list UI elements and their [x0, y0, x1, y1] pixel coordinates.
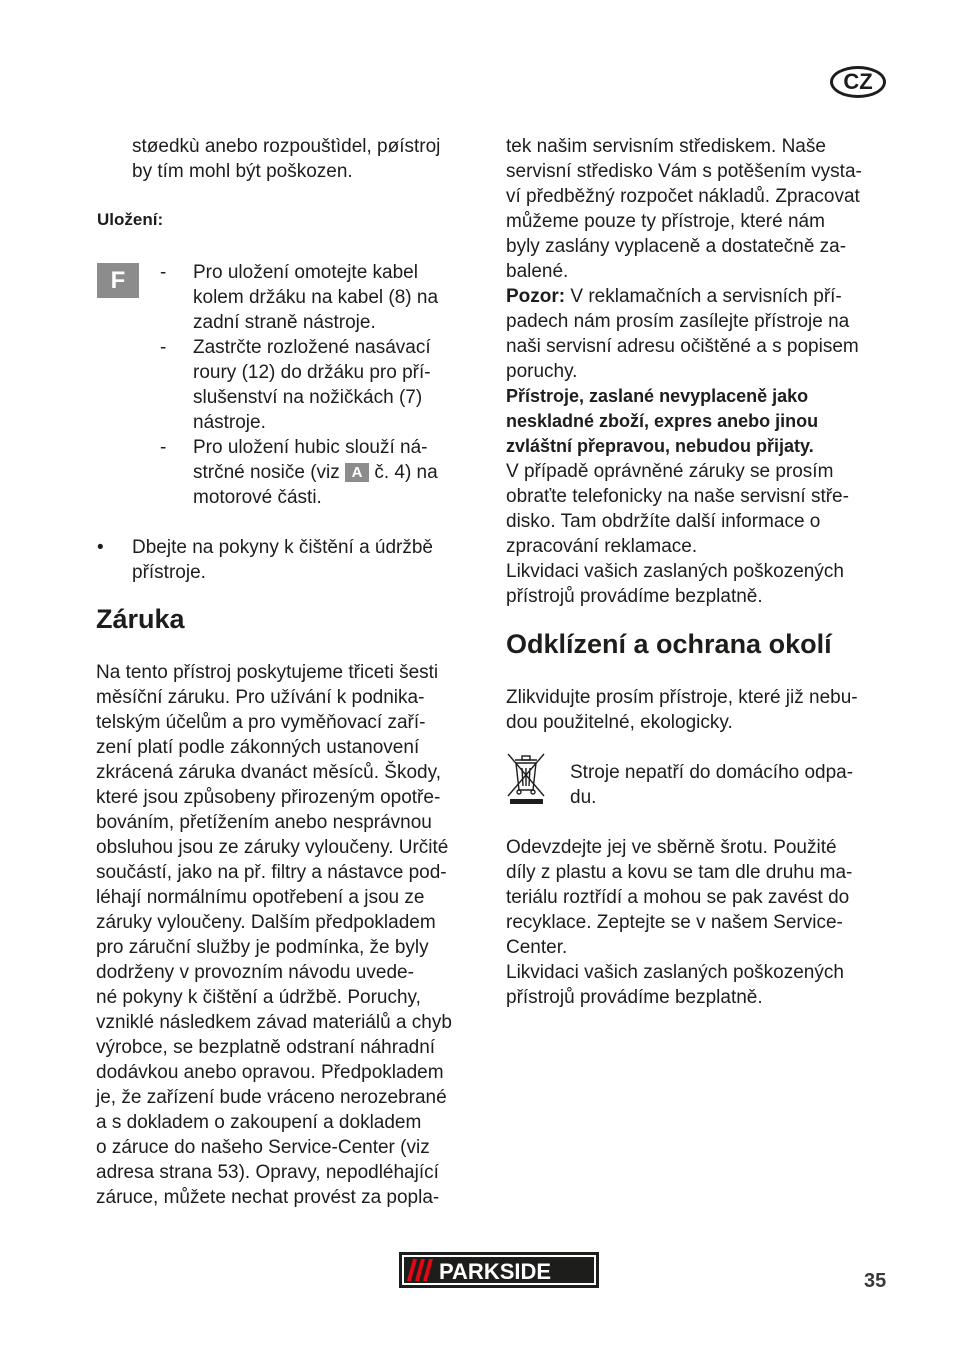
storage-item-line: roury (12) do držáku pro pří-: [193, 362, 431, 383]
disposal-line: teriálu roztřídí a mohou se pak zavést do: [506, 887, 850, 908]
disposal-intro: [506, 685, 894, 735]
service-line: V případě oprávněné záruky se prosím: [506, 461, 834, 482]
service-line: Likvidaci vašich zaslaných poškozených: [506, 561, 844, 582]
service-line: obraťte telefonicky na naše servisní stře-: [506, 486, 849, 507]
attention-line: [506, 284, 894, 309]
warranty-line: záruky vyloučeny. Dalším předpokladem: [96, 912, 436, 933]
warranty-line: né pokyny k čištění a údržbě. Poruchy,: [96, 987, 421, 1008]
storage-item-line: Pro uložení hubic slouží ná-: [193, 437, 428, 458]
disposal-line: Center.: [506, 937, 568, 958]
storage-item-3: [193, 435, 473, 510]
notice-line: zvláštní přepravou, nebudou přijaty.: [506, 436, 814, 456]
storage-item-line: motorové části.: [193, 487, 322, 508]
storage-item-line: [193, 460, 473, 485]
service-text: [506, 134, 894, 609]
storage-heading: Uložení:: [97, 210, 164, 229]
warranty-line: telským účelům a pro vyměňovací zaří-: [96, 712, 426, 733]
warranty-title: Záruka: [96, 604, 185, 634]
storage-item-2: [193, 335, 473, 435]
text-span: V reklamačních a servisních pří-: [565, 286, 842, 307]
figure-reference-badge: A: [345, 463, 369, 482]
disposal-line: recyklace. Zeptejte se v našem Service-: [506, 912, 843, 933]
warranty-line: dodávkou anebo opravou. Předpokladem: [96, 1062, 444, 1083]
attention-label: Pozor:: [506, 286, 566, 307]
crossed-out-bin-icon: [505, 752, 547, 806]
storage-item-line: zadní straně nástroje.: [193, 312, 376, 333]
bullet-line: Dbejte na pokyny k čištění a údržbě: [132, 537, 434, 558]
notice-line: neskladné zboží, expres anebo jinou: [506, 411, 819, 431]
dash-marker: -: [160, 337, 167, 358]
storage-item-line: Zastrčte rozložené nasávací: [193, 337, 431, 358]
service-line: můžeme pouze ty přístroje, které nám: [506, 211, 825, 232]
weee-line: Stroje nepatří do domácího odpa-: [570, 762, 854, 783]
warranty-line: dodrženy v provozním návodu uvede-: [96, 962, 414, 983]
bullet-text: [132, 535, 482, 585]
service-line: ví předběžný rozpočet nákladů. Zpracovat: [506, 186, 860, 207]
dash-marker: -: [160, 262, 167, 283]
warranty-line: měsíční záruku. Pro užívání k podnika-: [96, 687, 425, 708]
weee-text: [570, 760, 890, 810]
disposal-line: Likvidaci vašich zaslaných poškozených: [506, 962, 844, 983]
warranty-line: zení platí podle zákonných ustanovení: [96, 737, 420, 758]
warranty-line: zkrácená záruka dvanáct měsíců. Škody,: [96, 762, 441, 783]
disposal-line: Zlikvidujte prosím přístroje, které již nebu-: [506, 687, 858, 708]
bullet-marker: •: [97, 537, 104, 558]
warranty-line: výrobce, se bezplatně odstraní náhradní: [96, 1037, 436, 1058]
language-badge: CZ: [830, 66, 886, 98]
service-line: servisní středisko Vám s potěšením vysta-: [506, 161, 862, 182]
service-line: byly zaslány vyplaceně a dostatečně za-: [506, 236, 847, 257]
warranty-line: o záruce do našeho Service-Center (viz: [96, 1137, 430, 1158]
storage-item-line: Pro uložení omotejte kabel: [193, 262, 418, 283]
intro-text: [132, 134, 482, 184]
bullet-line: přístroje.: [132, 562, 206, 583]
attention-line: padech nám prosím zasílejte přístroje na: [506, 311, 850, 332]
disposal-text: [506, 835, 894, 1010]
warranty-line: záruce, můžete nechat provést za popla-: [96, 1187, 440, 1208]
service-line: disko. Tam obdržíte další informace o: [506, 511, 821, 532]
storage-item-line: nástroje.: [193, 412, 266, 433]
warranty-line: které jsou způsobeny přirozeným opotře-: [96, 787, 441, 808]
service-line: tek našim servisním střediskem. Naše: [506, 136, 826, 157]
warranty-line: a s dokladem o zakoupení a dokladem: [96, 1112, 422, 1133]
disposal-title: Odklízení a ochrana okolí: [506, 629, 832, 659]
attention-line: naši servisní adresu očištěné a s popisem: [506, 336, 859, 357]
intro-line: by tím mohl být poškozen.: [132, 161, 353, 182]
warranty-line: součástí, jako na př. filtry a nástavce pod-: [96, 862, 447, 883]
warranty-line: obsluhou jsou ze záruky vyloučeny. Určité: [96, 837, 449, 858]
warranty-line: pro záruční služby je podmínka, že byly: [96, 937, 429, 958]
text-span: č. 4) na: [369, 462, 438, 483]
disposal-line: Odevzdejte jej ve sběrně šrotu. Použité: [506, 837, 837, 858]
service-line: balené.: [506, 261, 569, 282]
brand-wordmark: PARKSIDE: [439, 1259, 552, 1284]
disposal-line: díly z plastu a kovu se tam dle druhu ma-: [506, 862, 853, 883]
warranty-line: adresa strana 53). Opravy, nepodléhající: [96, 1162, 439, 1183]
storage-item-line: slušenství na nožičkách (7): [193, 387, 423, 408]
warranty-text: [96, 660, 486, 1210]
parkside-logo: [399, 1252, 599, 1288]
disposal-line: přístrojů provádíme bezplatně.: [506, 987, 763, 1008]
warranty-line: vzniklé následkem závad materiálů a chyb: [96, 1012, 452, 1033]
storage-item-1: [193, 260, 473, 335]
service-line: přístrojů provádíme bezplatně.: [506, 586, 763, 607]
section-marker-f: F: [97, 263, 139, 298]
dash-marker: -: [160, 437, 167, 458]
page-number: 35: [864, 1270, 887, 1292]
disposal-line: dou použitelné, ekologicky.: [506, 712, 733, 733]
service-line: zpracování reklamace.: [506, 536, 698, 557]
warranty-line: bováním, přetížením anebo nesprávnou: [96, 812, 432, 833]
storage-item-line: kolem držáku na kabel (8) na: [193, 287, 439, 308]
attention-line: poruchy.: [506, 361, 578, 382]
intro-line: støedkù anebo rozpouštìdel, pøístroj: [132, 136, 441, 157]
warranty-line: léhají normálnímu opotřebení a jsou ze: [96, 887, 425, 908]
text-span: strčné nosiče (viz: [193, 462, 346, 483]
notice-line: Přístroje, zaslané nevyplaceně jako: [506, 386, 809, 406]
warranty-line: Na tento přístroj poskytujeme třiceti šesti: [96, 662, 439, 683]
warranty-line: je, že zařízení bude vráceno nerozebrané: [96, 1087, 447, 1108]
weee-line: du.: [570, 787, 597, 808]
